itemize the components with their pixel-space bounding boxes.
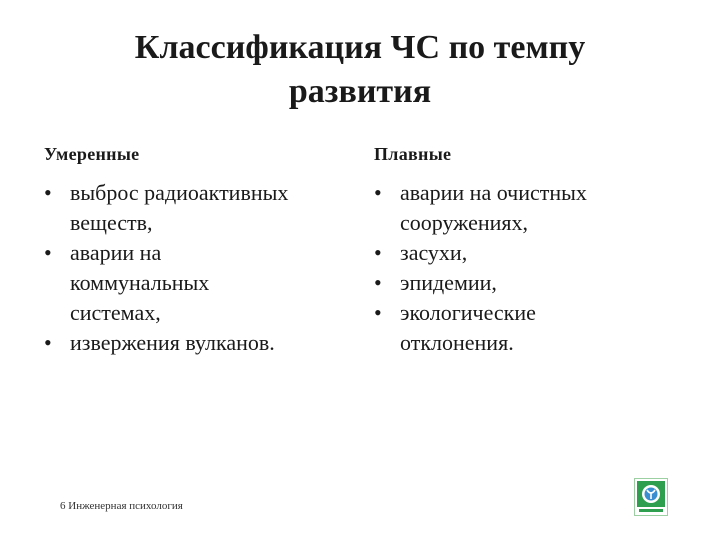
logo-graphic (635, 479, 667, 515)
list-item-line: коммунальных (70, 270, 210, 295)
list-item-line: системах, (70, 300, 161, 325)
university-logo-icon (634, 478, 668, 516)
smooth-list (374, 178, 694, 358)
slide-title-line-1: Классификация ЧС по темпу (134, 29, 586, 66)
list-item-line: веществ, (70, 210, 153, 235)
bullet-icon: • (374, 240, 382, 265)
list-item-line: сооружениях, (400, 210, 529, 235)
moderate-list (44, 178, 374, 358)
column-heading-smooth: Плавные (374, 144, 452, 164)
list-item (374, 298, 694, 358)
list-item (374, 178, 694, 238)
list-item-line: эпидемии, (400, 270, 497, 295)
list-item-line: засухи, (400, 240, 468, 265)
list-item-line: аварии на очистных (400, 180, 587, 205)
bullet-icon: • (44, 240, 52, 265)
footer-text: 6 Инженерная психология (60, 500, 183, 512)
list-item-line: экологические (400, 300, 536, 325)
bullet-icon: • (44, 180, 52, 205)
bullet-icon: • (374, 180, 382, 205)
list-item (44, 328, 374, 358)
list-item (44, 238, 374, 328)
bullet-icon: • (374, 270, 382, 295)
list-item-line: аварии на (70, 240, 162, 265)
list-item-line: извержения вулканов. (70, 330, 275, 355)
list-item (374, 268, 694, 298)
list-item-line: отклонения. (400, 330, 514, 355)
list-item-line: выброс радиоактивных (70, 180, 289, 205)
list-item (374, 238, 694, 268)
list-item (44, 178, 374, 238)
slide-title (60, 26, 660, 114)
column-heading-moderate: Умеренные (44, 144, 140, 164)
slide-title-line-2: развития (288, 73, 432, 110)
bullet-icon: • (44, 330, 52, 355)
bullet-icon: • (374, 300, 382, 325)
